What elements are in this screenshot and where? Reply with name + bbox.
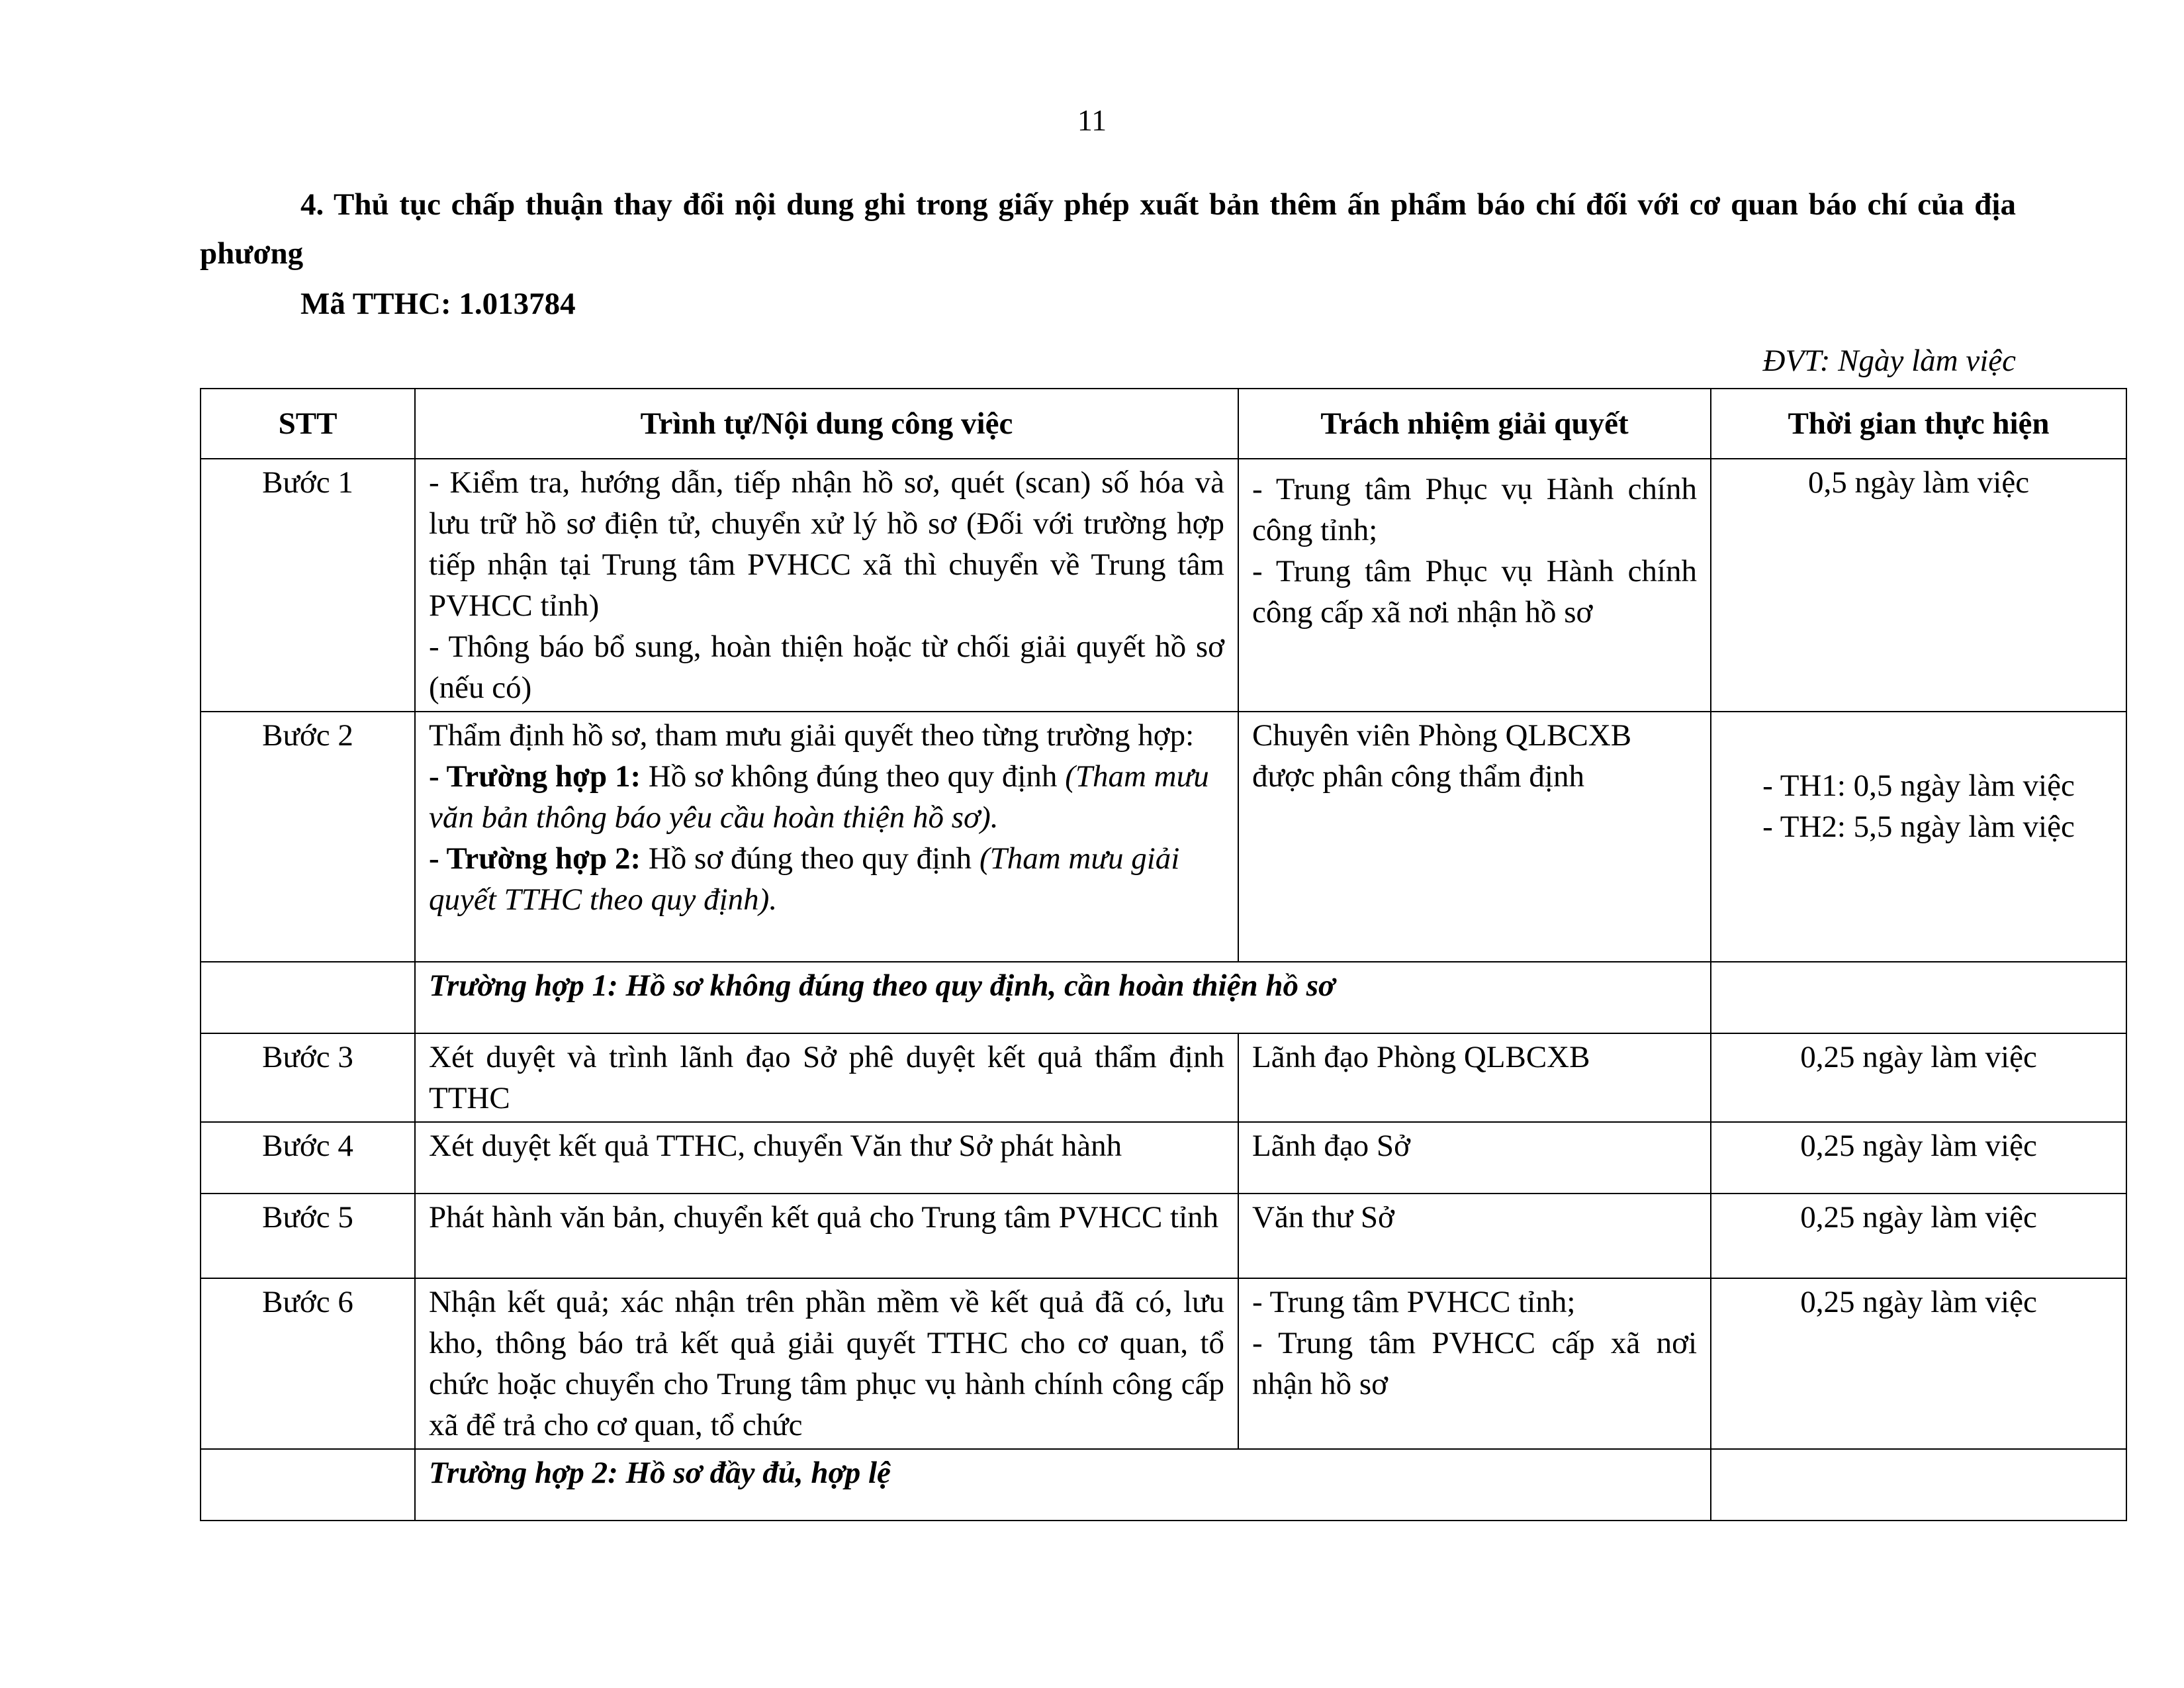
- step-2-case-1-note: (Tham mưu văn bản thông báo yêu cầu hoàn thiện hồ sơ).: [429, 759, 1209, 835]
- step-1-resp-line-1: - Trung tâm Phục vụ Hành chính công tỉnh;: [1252, 472, 1697, 547]
- step-2-case-2-note: (Tham mưu giải quyết TTHC theo quy định).: [429, 841, 1180, 917]
- table-header-row: [201, 389, 2126, 459]
- table-row-step-3: [201, 1033, 2126, 1122]
- step-4-responsibility: Lãnh đạo Sở: [1238, 1122, 1711, 1194]
- step-2-case-1-text: Hồ sơ không đúng theo quy định: [641, 759, 1066, 794]
- step-1-stt: Bước 1: [201, 459, 415, 712]
- step-5-time: 0,25 ngày làm việc: [1711, 1194, 2126, 1278]
- procedure-code: Mã TTHC: 1.013784: [300, 287, 576, 321]
- step-6-content: Nhận kết quả; xác nhận trên phần mềm về kết quả đã có, lưu kho, thông báo trả kết quả giải quyết TTHC cho cơ quan, tổ chức hoặc chuyển cho Trung tâm phục vụ hành chính công cấp xã để trả cho cơ quan, tổ chức: [415, 1278, 1238, 1449]
- table-row-case-1-title: [201, 962, 2126, 1033]
- step-6-resp-line-2: - Trung tâm PVHCC cấp xã nơi nhận hồ sơ: [1252, 1326, 1697, 1401]
- step-2-time-line-2: - TH2: 5,5 ngày làm việc: [1762, 810, 2075, 844]
- header-content: Trình tự/Nội dung công việc: [415, 389, 1238, 459]
- case-1-stt-empty: [201, 962, 415, 1033]
- step-3-stt: Bước 3: [201, 1033, 415, 1122]
- step-4-content: Xét duyệt kết quả TTHC, chuyển Văn thư Sở phát hành: [415, 1122, 1238, 1194]
- step-2-case-2-label: - Trường hợp 2:: [429, 841, 641, 876]
- step-6-responsibility: [1238, 1278, 1711, 1449]
- page-number: 11: [1077, 103, 1107, 137]
- step-6-stt: Bước 6: [201, 1278, 415, 1449]
- table-row-case-2-title: [201, 1449, 2126, 1521]
- table-row-step-6: [201, 1278, 2126, 1449]
- step-4-stt: Bước 4: [201, 1122, 415, 1194]
- step-2-case-1: [429, 756, 1224, 838]
- header-stt: STT: [201, 389, 415, 459]
- step-2-case-2: [429, 838, 1224, 920]
- step-2-stt: Bước 2: [201, 712, 415, 962]
- step-6-time: 0,25 ngày làm việc: [1711, 1278, 2126, 1449]
- step-3-responsibility: Lãnh đạo Phòng QLBCXB: [1238, 1033, 1711, 1122]
- step-6-resp-line-1: - Trung tâm PVHCC tỉnh;: [1252, 1285, 1576, 1319]
- step-2-case-1-label: - Trường hợp 1:: [429, 759, 641, 794]
- header-responsibility: Trách nhiệm giải quyết: [1238, 389, 1711, 459]
- step-3-content: Xét duyệt và trình lãnh đạo Sở phê duyệt kết quả thẩm định TTHC: [415, 1033, 1238, 1122]
- step-5-stt: Bước 5: [201, 1194, 415, 1278]
- table-row-step-5: [201, 1194, 2126, 1278]
- table-row-step-1: [201, 459, 2126, 712]
- step-1-resp-line-2: - Trung tâm Phục vụ Hành chính công cấp xã nơi nhận hồ sơ: [1252, 554, 1697, 630]
- step-1-time: 0,5 ngày làm việc: [1711, 459, 2126, 712]
- step-2-content: [415, 712, 1238, 962]
- procedure-title: 4. Thủ tục chấp thuận thay đổi nội dung ghi trong giấy phép xuất bản thêm ấn phẩm báo chí đối với cơ quan báo chí của địa phương: [200, 187, 2016, 271]
- step-2-intro: Thẩm định hồ sơ, tham mưu giải quyết theo từng trường hợp:: [429, 718, 1195, 753]
- procedure-table: [200, 388, 2127, 1521]
- case-2-time-empty: [1711, 1449, 2126, 1521]
- table-row-step-2: [201, 712, 2126, 962]
- case-2-stt-empty: [201, 1449, 415, 1521]
- case-2-title: Trường hợp 2: Hồ sơ đầy đủ, hợp lệ: [415, 1449, 1711, 1521]
- step-5-responsibility: Văn thư Sở: [1238, 1194, 1711, 1278]
- case-1-time-empty: [1711, 962, 2126, 1033]
- step-3-time: 0,25 ngày làm việc: [1711, 1033, 2126, 1122]
- step-1-content: [415, 459, 1238, 712]
- step-5-content: Phát hành văn bản, chuyển kết quả cho Trung tâm PVHCC tỉnh: [415, 1194, 1238, 1278]
- step-2-time-line-1: - TH1: 0,5 ngày làm việc: [1762, 769, 2075, 803]
- step-2-time: [1711, 712, 2126, 962]
- step-1-content-line-2: - Thông báo bổ sung, hoàn thiện hoặc từ chối giải quyết hồ sơ (nếu có): [429, 630, 1224, 705]
- header-time: Thời gian thực hiện: [1711, 389, 2126, 459]
- step-2-responsibility: Chuyên viên Phòng QLBCXB được phân công thẩm định: [1238, 712, 1711, 962]
- step-4-time: 0,25 ngày làm việc: [1711, 1122, 2126, 1194]
- unit-note: ĐVT: Ngày làm việc: [1762, 344, 2016, 378]
- table-row-step-4: [201, 1122, 2126, 1194]
- step-1-responsibility: [1238, 459, 1711, 712]
- step-1-content-line-1: - Kiểm tra, hướng dẫn, tiếp nhận hồ sơ, quét (scan) số hóa và lưu trữ hồ sơ điện tử, chuyển xử lý hồ sơ (Đối với trường hợp tiếp nhận tại Trung tâm PVHCC xã thì chuyển về Trung tâm PVHCC tỉnh): [429, 465, 1224, 623]
- case-1-title: Trường hợp 1: Hồ sơ không đúng theo quy định, cần hoàn thiện hồ sơ: [415, 962, 1711, 1033]
- step-2-case-2-text: Hồ sơ đúng theo quy định: [641, 841, 979, 876]
